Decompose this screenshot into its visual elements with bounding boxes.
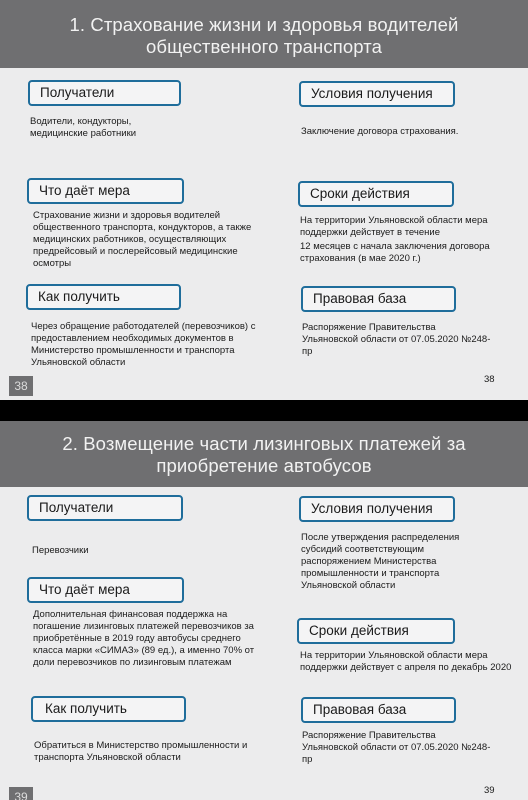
text-line: предоставлением необходимых документов в bbox=[31, 333, 234, 344]
text-line: Ульяновской области от 07.05.2020 №248- bbox=[302, 742, 491, 753]
text-line: пр bbox=[302, 754, 313, 765]
benefit-label: Что даёт мера bbox=[27, 178, 184, 204]
text-line: Обратиться в Министерство промышленности и bbox=[34, 740, 248, 751]
term-label: Сроки действия bbox=[298, 181, 454, 207]
benefit-label: Что даёт мера bbox=[27, 577, 184, 603]
slide-title-line: общественного транспорта bbox=[146, 36, 382, 57]
text-line: погашение лизинговых платежей перевозчиков за bbox=[33, 621, 254, 632]
text-line: класса марки «СИМАЗ» (89 ед.), а именно 70% от bbox=[33, 645, 255, 656]
term-label: Сроки действия bbox=[297, 618, 455, 644]
text-line: Распоряжение Правительства bbox=[302, 730, 436, 741]
slide-title-line: 1. Страхование жизни и здоровья водителей bbox=[69, 14, 459, 35]
how-to-get-text bbox=[34, 740, 247, 764]
term-text bbox=[300, 215, 490, 265]
text-line: медицинских работников, осуществляющих bbox=[33, 234, 227, 245]
legal-basis-text bbox=[302, 322, 490, 358]
slide-title-line: 2. Возмещение части лизинговых платежей за bbox=[62, 433, 466, 454]
page-number: 38 bbox=[484, 374, 495, 385]
conditions-text bbox=[301, 532, 459, 592]
slide-title-line: приобретение автобусов bbox=[156, 455, 372, 476]
text-line: поддержки действует с апреля по декабрь 2020 bbox=[300, 662, 512, 673]
text-line: поддержки действует в течение bbox=[300, 227, 440, 238]
benefit-text bbox=[33, 609, 254, 669]
text-line: приобретённые в 2019 году автобусы среднего bbox=[33, 633, 241, 644]
slide-39 bbox=[0, 421, 528, 800]
text-line: промышленности и транспорта bbox=[301, 568, 440, 579]
text-line: общественного транспорта, кондукторов, а также bbox=[33, 222, 252, 233]
page-badge: 39 bbox=[9, 787, 33, 800]
text-line: Через обращение работодателей (перевозчиков) с bbox=[31, 321, 256, 332]
page-number: 39 bbox=[484, 785, 495, 796]
text-line: распоряжением Министерства bbox=[301, 556, 437, 567]
text-line: Распоряжение Правительства bbox=[302, 322, 436, 333]
legal-basis-label: Правовая база bbox=[301, 286, 456, 312]
text-line: Водители, кондукторы, bbox=[30, 116, 132, 127]
text-line: страхования (в мае 2020 г.) bbox=[300, 253, 421, 264]
how-to-get-label: Как получить bbox=[31, 696, 186, 722]
benefit-text bbox=[33, 210, 251, 270]
legal-basis-text bbox=[302, 730, 490, 766]
recipients-label: Получатели bbox=[28, 80, 181, 106]
text-line: На территории Ульяновской области мера bbox=[300, 650, 488, 661]
text-line: После утверждения распределения bbox=[301, 532, 460, 543]
conditions-label: Условия получения bbox=[299, 496, 455, 522]
recipients-text bbox=[32, 545, 89, 557]
text-line: 12 месяцев с начала заключения договора bbox=[300, 241, 490, 252]
text-line: Заключение договора страхования. bbox=[301, 126, 459, 137]
conditions-text bbox=[301, 126, 458, 138]
text-line: осмотры bbox=[33, 258, 72, 269]
slide-title bbox=[0, 0, 528, 68]
text-line: Ульяновской области от 07.05.2020 №248- bbox=[302, 334, 491, 345]
text-line: доли перевозчиков по лизинговым платежам bbox=[33, 657, 232, 668]
text-line: медицинские работники bbox=[30, 128, 137, 139]
text-line: Ульяновской области bbox=[301, 580, 396, 591]
text-line: Министерство промышленности и транспорта bbox=[31, 345, 235, 356]
text-line: Ульяновской области bbox=[31, 357, 126, 368]
slide-title bbox=[0, 421, 528, 487]
text-line: пр bbox=[302, 346, 313, 357]
recipients-text bbox=[30, 116, 136, 140]
conditions-label: Условия получения bbox=[299, 81, 455, 107]
text-line: Перевозчики bbox=[32, 545, 89, 556]
text-line: Страхование жизни и здоровья водителей bbox=[33, 210, 221, 221]
page-badge: 38 bbox=[9, 376, 33, 396]
how-to-get-label: Как получить bbox=[26, 284, 181, 310]
text-line: субсидий соответствующим bbox=[301, 544, 424, 555]
legal-basis-label: Правовая база bbox=[301, 697, 456, 723]
text-line: Дополнительная финансовая поддержка на bbox=[33, 609, 228, 620]
term-text bbox=[300, 650, 511, 674]
text-line: транспорта Ульяновской области bbox=[34, 752, 181, 763]
how-to-get-text bbox=[31, 321, 255, 369]
text-line: На территории Ульяновской области мера bbox=[300, 215, 488, 226]
recipients-label: Получатели bbox=[27, 495, 183, 521]
text-line: предрейсовый и послерейсовый медицинские bbox=[33, 246, 238, 257]
